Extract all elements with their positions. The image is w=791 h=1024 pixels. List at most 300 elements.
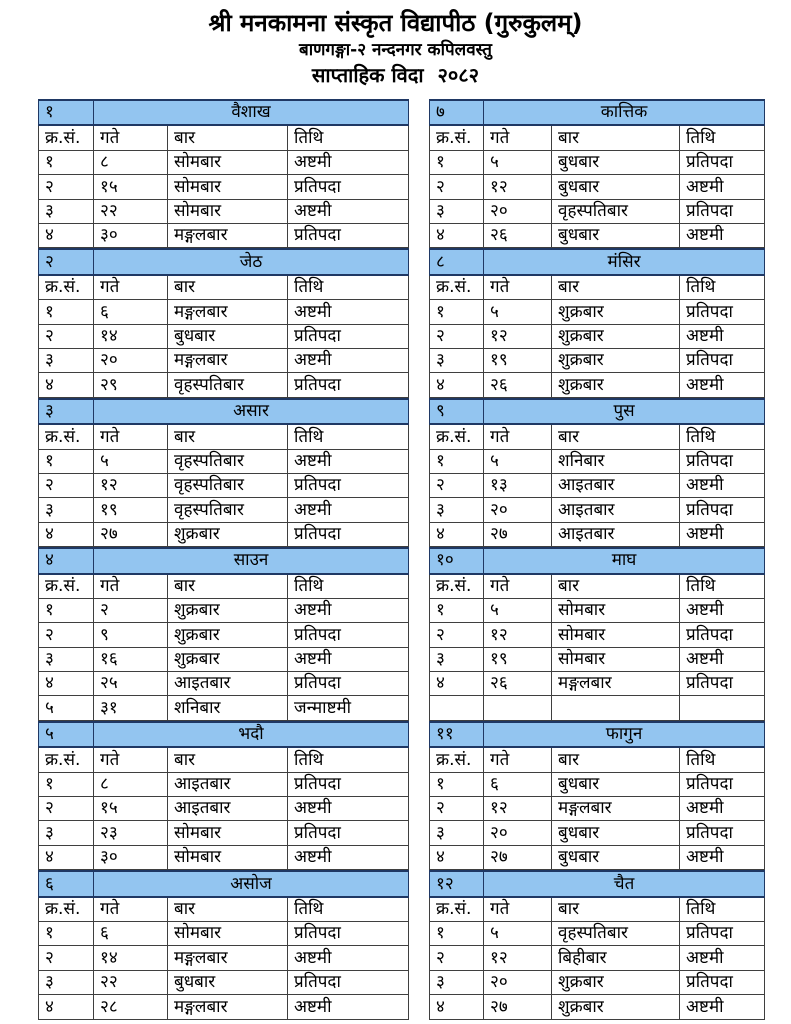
cell-tithi: अष्टमी <box>288 150 409 174</box>
month-number: १० <box>430 548 484 573</box>
month-table <box>429 547 765 721</box>
column-header-tithi: तिथि <box>680 747 765 772</box>
month-table <box>429 721 765 870</box>
month-name: असार <box>94 399 409 424</box>
column-header-weekday: बार <box>552 747 680 772</box>
table-row <box>430 696 765 720</box>
cell-tithi: प्रतिपदा <box>288 324 409 348</box>
cell-weekday: बुधबार <box>168 324 288 348</box>
month-number: १२ <box>430 871 484 896</box>
cell-gate-date: २० <box>94 349 168 373</box>
cell-tithi: प्रतिपदा <box>288 970 409 994</box>
cell-weekday: शनिबार <box>552 449 680 473</box>
column-header-tithi: तिथि <box>680 125 765 150</box>
document-header <box>0 0 791 88</box>
school-address: बाणगङ्गा-२ नन्दनगर कपिलवस्तु <box>299 40 492 60</box>
cell-gate-date: ५ <box>484 150 552 174</box>
cell-gate-date: ५ <box>484 300 552 324</box>
table-row <box>39 598 409 622</box>
table-row <box>39 473 409 497</box>
column-header-row <box>430 574 765 599</box>
month-table <box>38 721 409 870</box>
cell-serial-number: ३ <box>430 349 484 373</box>
table-row <box>430 199 765 223</box>
cell-weekday: बुधबार <box>552 845 680 869</box>
table-row <box>39 696 409 720</box>
cell-serial-number: ३ <box>430 970 484 994</box>
cell-weekday: आइतबार <box>168 772 288 796</box>
cell-tithi: प्रतिपदा <box>680 199 765 223</box>
cell-gate-date: १९ <box>484 647 552 671</box>
cell-gate-date: २३ <box>94 821 168 845</box>
table-row <box>39 845 409 869</box>
cell-tithi: अष्टमी <box>680 473 765 497</box>
table-row <box>430 498 765 522</box>
month-name: साउन <box>94 548 409 573</box>
cell-gate-date: २० <box>484 199 552 223</box>
column-header-weekday: बार <box>168 125 288 150</box>
cell-gate-date: २० <box>484 821 552 845</box>
cell-serial-number: १ <box>39 772 94 796</box>
cell-weekday: सोमबार <box>168 150 288 174</box>
cell-gate-date: २७ <box>484 995 552 1019</box>
table-row <box>430 772 765 796</box>
column-header-serial-number: क्र.सं. <box>39 747 94 772</box>
cell-tithi: अष्टमी <box>288 199 409 223</box>
cell-serial-number: ४ <box>430 224 484 248</box>
column-header-gate: गते <box>484 125 552 150</box>
cell-weekday <box>552 696 680 720</box>
cell-serial-number: १ <box>39 449 94 473</box>
cell-serial-number: ३ <box>430 199 484 223</box>
column-header-serial-number: क्र.सं. <box>39 424 94 449</box>
cell-tithi: अष्टमी <box>680 373 765 397</box>
cell-weekday: शुक्रबार <box>552 995 680 1019</box>
cell-serial-number: ४ <box>430 995 484 1019</box>
month-table <box>429 99 765 248</box>
cell-tithi: अष्टमी <box>288 349 409 373</box>
cell-serial-number: ४ <box>430 522 484 546</box>
cell-tithi: प्रतिपदा <box>680 772 765 796</box>
table-row <box>39 300 409 324</box>
cell-gate-date: ३० <box>94 845 168 869</box>
cell-serial-number: १ <box>430 598 484 622</box>
cell-serial-number: २ <box>430 324 484 348</box>
cell-tithi: अष्टमी <box>288 845 409 869</box>
table-row <box>430 150 765 174</box>
cell-gate-date: २९ <box>94 373 168 397</box>
cell-weekday: आइतबार <box>552 522 680 546</box>
month-header-row <box>39 100 409 125</box>
column-header-tithi: तिथि <box>680 424 765 449</box>
cell-tithi: अष्टमी <box>288 300 409 324</box>
cell-tithi: प्रतिपदा <box>680 821 765 845</box>
cell-weekday: वृहस्पतिबार <box>168 373 288 397</box>
table-row <box>39 224 409 248</box>
column-header-serial-number: क्र.सं. <box>430 275 484 300</box>
cell-serial-number: ४ <box>39 373 94 397</box>
cell-tithi: अष्टमी <box>680 324 765 348</box>
table-row <box>39 970 409 994</box>
table-row <box>39 324 409 348</box>
column-header-row <box>39 747 409 772</box>
column-header-weekday: बार <box>168 275 288 300</box>
cell-gate-date: १५ <box>94 797 168 821</box>
cell-weekday: मङ्गलबार <box>168 224 288 248</box>
cell-tithi: अष्टमी <box>680 995 765 1019</box>
cell-serial-number: २ <box>430 623 484 647</box>
cell-serial-number: ५ <box>39 696 94 720</box>
cell-weekday: शुक्रबार <box>168 598 288 622</box>
column-header-row <box>430 275 765 300</box>
cell-tithi: प्रतिपदा <box>680 300 765 324</box>
table-row <box>430 598 765 622</box>
month-number: ११ <box>430 722 484 747</box>
cell-weekday: आइतबार <box>168 672 288 696</box>
cell-serial-number: २ <box>39 324 94 348</box>
cell-gate-date: २६ <box>484 672 552 696</box>
document-title: साप्ताहिक विदा २०८२ <box>311 63 480 88</box>
column-header-weekday: बार <box>552 125 680 150</box>
month-name: वैशाख <box>94 100 409 125</box>
cell-weekday: आइतबार <box>552 473 680 497</box>
month-header-row <box>39 548 409 573</box>
cell-weekday: शुक्रबार <box>552 373 680 397</box>
cell-gate-date: १२ <box>94 473 168 497</box>
month-name: फागुन <box>484 722 765 747</box>
cell-weekday: बुधबार <box>552 150 680 174</box>
cell-gate-date: १२ <box>484 797 552 821</box>
cell-weekday: सोमबार <box>168 199 288 223</box>
column-header-serial-number: क्र.सं. <box>430 747 484 772</box>
table-row <box>39 623 409 647</box>
table-row <box>39 199 409 223</box>
column-header-tithi: तिथि <box>680 574 765 599</box>
column-header-serial-number: क्र.सं. <box>39 574 94 599</box>
cell-gate-date: २० <box>484 498 552 522</box>
cell-gate-date: १२ <box>484 623 552 647</box>
cell-tithi: प्रतिपदा <box>288 672 409 696</box>
cell-serial-number: १ <box>430 449 484 473</box>
table-row <box>39 821 409 845</box>
cell-weekday: सोमबार <box>168 921 288 945</box>
column-header-serial-number: क्र.सं. <box>430 897 484 922</box>
cell-tithi: अष्टमी <box>288 647 409 671</box>
cell-gate-date: ५ <box>484 449 552 473</box>
column-header-row <box>39 574 409 599</box>
cell-serial-number: १ <box>39 598 94 622</box>
column-header-gate: गते <box>94 275 168 300</box>
table-row <box>430 449 765 473</box>
table-row <box>430 300 765 324</box>
month-name: पुस <box>484 399 765 424</box>
column-header-weekday: बार <box>552 897 680 922</box>
cell-tithi: प्रतिपदा <box>288 821 409 845</box>
cell-serial-number: २ <box>430 473 484 497</box>
cell-serial-number: ३ <box>430 647 484 671</box>
cell-tithi: अष्टमी <box>680 522 765 546</box>
month-name: भदौ <box>94 722 409 747</box>
table-row <box>430 324 765 348</box>
month-name: चैत <box>484 871 765 896</box>
table-row <box>39 647 409 671</box>
cell-serial-number: ४ <box>39 995 94 1019</box>
table-row <box>430 821 765 845</box>
month-name: असोज <box>94 871 409 896</box>
cell-serial-number: ३ <box>39 970 94 994</box>
month-table <box>38 547 409 721</box>
cell-weekday: आइतबार <box>552 498 680 522</box>
table-row <box>430 623 765 647</box>
month-name: माघ <box>484 548 765 573</box>
cell-tithi: अष्टमी <box>680 647 765 671</box>
month-table <box>38 99 409 248</box>
column-header-tithi: तिथि <box>680 275 765 300</box>
month-header-row <box>39 399 409 424</box>
cell-serial-number: २ <box>39 473 94 497</box>
cell-gate-date: ६ <box>94 300 168 324</box>
cell-gate-date: २७ <box>94 522 168 546</box>
cell-weekday: बिहीबार <box>552 946 680 970</box>
column-header-serial-number: क्र.सं. <box>430 125 484 150</box>
cell-serial-number: २ <box>430 797 484 821</box>
cell-weekday: सोमबार <box>168 175 288 199</box>
cell-tithi: प्रतिपदा <box>680 623 765 647</box>
column-header-tithi: तिथि <box>288 275 409 300</box>
cell-gate-date: ६ <box>484 772 552 796</box>
cell-serial-number: ३ <box>39 349 94 373</box>
cell-weekday: शुक्रबार <box>552 970 680 994</box>
cell-weekday: वृहस्पतिबार <box>168 449 288 473</box>
cell-gate-date: ८ <box>94 150 168 174</box>
table-row <box>39 797 409 821</box>
cell-weekday: शनिबार <box>168 696 288 720</box>
column-header-serial-number: क्र.सं. <box>39 897 94 922</box>
table-row <box>430 995 765 1019</box>
cell-weekday: सोमबार <box>552 623 680 647</box>
cell-gate-date: १९ <box>94 498 168 522</box>
cell-weekday: शुक्रबार <box>552 349 680 373</box>
cell-gate-date: १४ <box>94 946 168 970</box>
cell-gate-date: ३१ <box>94 696 168 720</box>
cell-weekday: मङ्गलबार <box>168 300 288 324</box>
cell-gate-date: २२ <box>94 970 168 994</box>
cell-weekday: शुक्रबार <box>552 324 680 348</box>
column-header-weekday: बार <box>552 574 680 599</box>
month-number: ९ <box>430 399 484 424</box>
cell-serial-number: ३ <box>39 821 94 845</box>
cell-weekday: बुधबार <box>552 224 680 248</box>
cell-weekday: शुक्रबार <box>168 522 288 546</box>
cell-serial-number: २ <box>430 946 484 970</box>
cell-gate-date: ६ <box>94 921 168 945</box>
cell-serial-number: ४ <box>39 522 94 546</box>
column-header-tithi: तिथि <box>288 125 409 150</box>
cell-serial-number: २ <box>39 175 94 199</box>
column-header-serial-number: क्र.सं. <box>430 424 484 449</box>
column-header-weekday: बार <box>552 275 680 300</box>
cell-gate-date: १६ <box>94 647 168 671</box>
cell-tithi: अष्टमी <box>680 797 765 821</box>
month-number: २ <box>39 249 94 274</box>
table-row <box>39 150 409 174</box>
table-row <box>430 946 765 970</box>
cell-gate-date: ८ <box>94 772 168 796</box>
cell-tithi: अष्टमी <box>680 175 765 199</box>
month-header-row <box>430 722 765 747</box>
cell-serial-number: १ <box>430 921 484 945</box>
month-table <box>38 870 409 1019</box>
cell-weekday: मङ्गलबार <box>168 946 288 970</box>
cell-gate-date: ९ <box>94 623 168 647</box>
cell-serial-number: ३ <box>39 647 94 671</box>
month-number: ४ <box>39 548 94 573</box>
column-header-weekday: बार <box>552 424 680 449</box>
cell-gate-date <box>484 696 552 720</box>
table-row <box>39 995 409 1019</box>
cell-tithi: अष्टमी <box>288 797 409 821</box>
cell-tithi: प्रतिपदा <box>680 150 765 174</box>
cell-gate-date: २७ <box>484 522 552 546</box>
month-table <box>38 398 409 547</box>
table-row <box>430 797 765 821</box>
cell-tithi: अष्टमी <box>288 498 409 522</box>
cell-tithi: प्रतिपदा <box>288 473 409 497</box>
table-row <box>430 672 765 696</box>
cell-weekday: वृहस्पतिबार <box>168 498 288 522</box>
table-row <box>39 672 409 696</box>
table-row <box>39 498 409 522</box>
month-table <box>429 870 765 1019</box>
cell-weekday: सोमबार <box>168 821 288 845</box>
month-number: ३ <box>39 399 94 424</box>
cell-gate-date: २२ <box>94 199 168 223</box>
cell-weekday: मङ्गलबार <box>552 672 680 696</box>
cell-serial-number: ४ <box>39 672 94 696</box>
cell-gate-date: ५ <box>484 598 552 622</box>
cell-serial-number: २ <box>430 175 484 199</box>
month-table <box>429 248 765 397</box>
months-column-right <box>429 99 765 1019</box>
month-header-row <box>430 548 765 573</box>
cell-tithi: अष्टमी <box>680 845 765 869</box>
month-number: ८ <box>430 249 484 274</box>
column-header-gate: गते <box>484 424 552 449</box>
cell-tithi: प्रतिपदा <box>680 498 765 522</box>
column-header-serial-number: क्र.सं. <box>39 275 94 300</box>
month-number: १ <box>39 100 94 125</box>
month-header-row <box>39 249 409 274</box>
column-header-row <box>39 125 409 150</box>
cell-gate-date: १२ <box>484 175 552 199</box>
column-header-row <box>39 897 409 922</box>
cell-tithi: प्रतिपदा <box>288 522 409 546</box>
column-header-serial-number: क्र.सं. <box>430 574 484 599</box>
cell-serial-number <box>430 696 484 720</box>
cell-tithi: प्रतिपदा <box>680 672 765 696</box>
table-row <box>39 449 409 473</box>
cell-weekday: मङ्गलबार <box>168 349 288 373</box>
table-row <box>430 373 765 397</box>
table-row <box>430 845 765 869</box>
column-header-tithi: तिथि <box>288 424 409 449</box>
cell-serial-number: १ <box>430 150 484 174</box>
month-header-row <box>39 722 409 747</box>
cell-tithi: अष्टमी <box>288 449 409 473</box>
cell-serial-number: १ <box>39 300 94 324</box>
cell-gate-date: २६ <box>484 224 552 248</box>
table-row <box>39 373 409 397</box>
cell-serial-number: ४ <box>39 845 94 869</box>
column-header-gate: गते <box>484 747 552 772</box>
cell-weekday: सोमबार <box>552 647 680 671</box>
calendar-grid <box>0 99 791 1019</box>
cell-serial-number: २ <box>39 946 94 970</box>
table-row <box>39 522 409 546</box>
column-header-gate: गते <box>94 574 168 599</box>
cell-tithi: जन्माष्टमी <box>288 696 409 720</box>
cell-gate-date: १२ <box>484 946 552 970</box>
cell-serial-number: २ <box>39 797 94 821</box>
column-header-gate: गते <box>484 897 552 922</box>
cell-tithi: प्रतिपदा <box>680 449 765 473</box>
cell-serial-number: ३ <box>430 821 484 845</box>
cell-serial-number: ४ <box>430 845 484 869</box>
table-row <box>39 175 409 199</box>
months-column-left <box>38 99 409 1019</box>
cell-tithi: प्रतिपदा <box>288 623 409 647</box>
cell-weekday: वृहस्पतिबार <box>552 921 680 945</box>
cell-weekday: शुक्रबार <box>168 623 288 647</box>
table-row <box>39 772 409 796</box>
month-header-row <box>430 249 765 274</box>
column-header-gate: गते <box>94 125 168 150</box>
cell-weekday: बुधबार <box>552 175 680 199</box>
table-row <box>430 647 765 671</box>
column-header-tithi: तिथि <box>288 574 409 599</box>
column-header-gate: गते <box>94 747 168 772</box>
column-header-weekday: बार <box>168 574 288 599</box>
cell-serial-number: ४ <box>39 224 94 248</box>
cell-tithi: प्रतिपदा <box>288 373 409 397</box>
cell-serial-number: १ <box>430 772 484 796</box>
column-header-gate: गते <box>94 897 168 922</box>
cell-tithi: प्रतिपदा <box>288 772 409 796</box>
column-header-row <box>430 897 765 922</box>
cell-tithi: प्रतिपदा <box>680 349 765 373</box>
cell-serial-number: ४ <box>430 373 484 397</box>
cell-tithi: अष्टमी <box>680 598 765 622</box>
cell-gate-date: २७ <box>484 845 552 869</box>
cell-gate-date: २ <box>94 598 168 622</box>
cell-gate-date: १२ <box>484 324 552 348</box>
month-name: जेठ <box>94 249 409 274</box>
cell-weekday: बुधबार <box>552 821 680 845</box>
column-header-gate: गते <box>94 424 168 449</box>
column-header-weekday: बार <box>168 897 288 922</box>
month-table <box>429 398 765 547</box>
cell-gate-date: ५ <box>94 449 168 473</box>
month-header-row <box>430 871 765 896</box>
table-row <box>430 224 765 248</box>
month-name: कात्तिक <box>484 100 765 125</box>
month-number: ५ <box>39 722 94 747</box>
cell-serial-number: ३ <box>39 199 94 223</box>
cell-tithi: प्रतिपदा <box>680 921 765 945</box>
month-number: ७ <box>430 100 484 125</box>
cell-tithi: अष्टमी <box>680 946 765 970</box>
column-header-weekday: बार <box>168 747 288 772</box>
